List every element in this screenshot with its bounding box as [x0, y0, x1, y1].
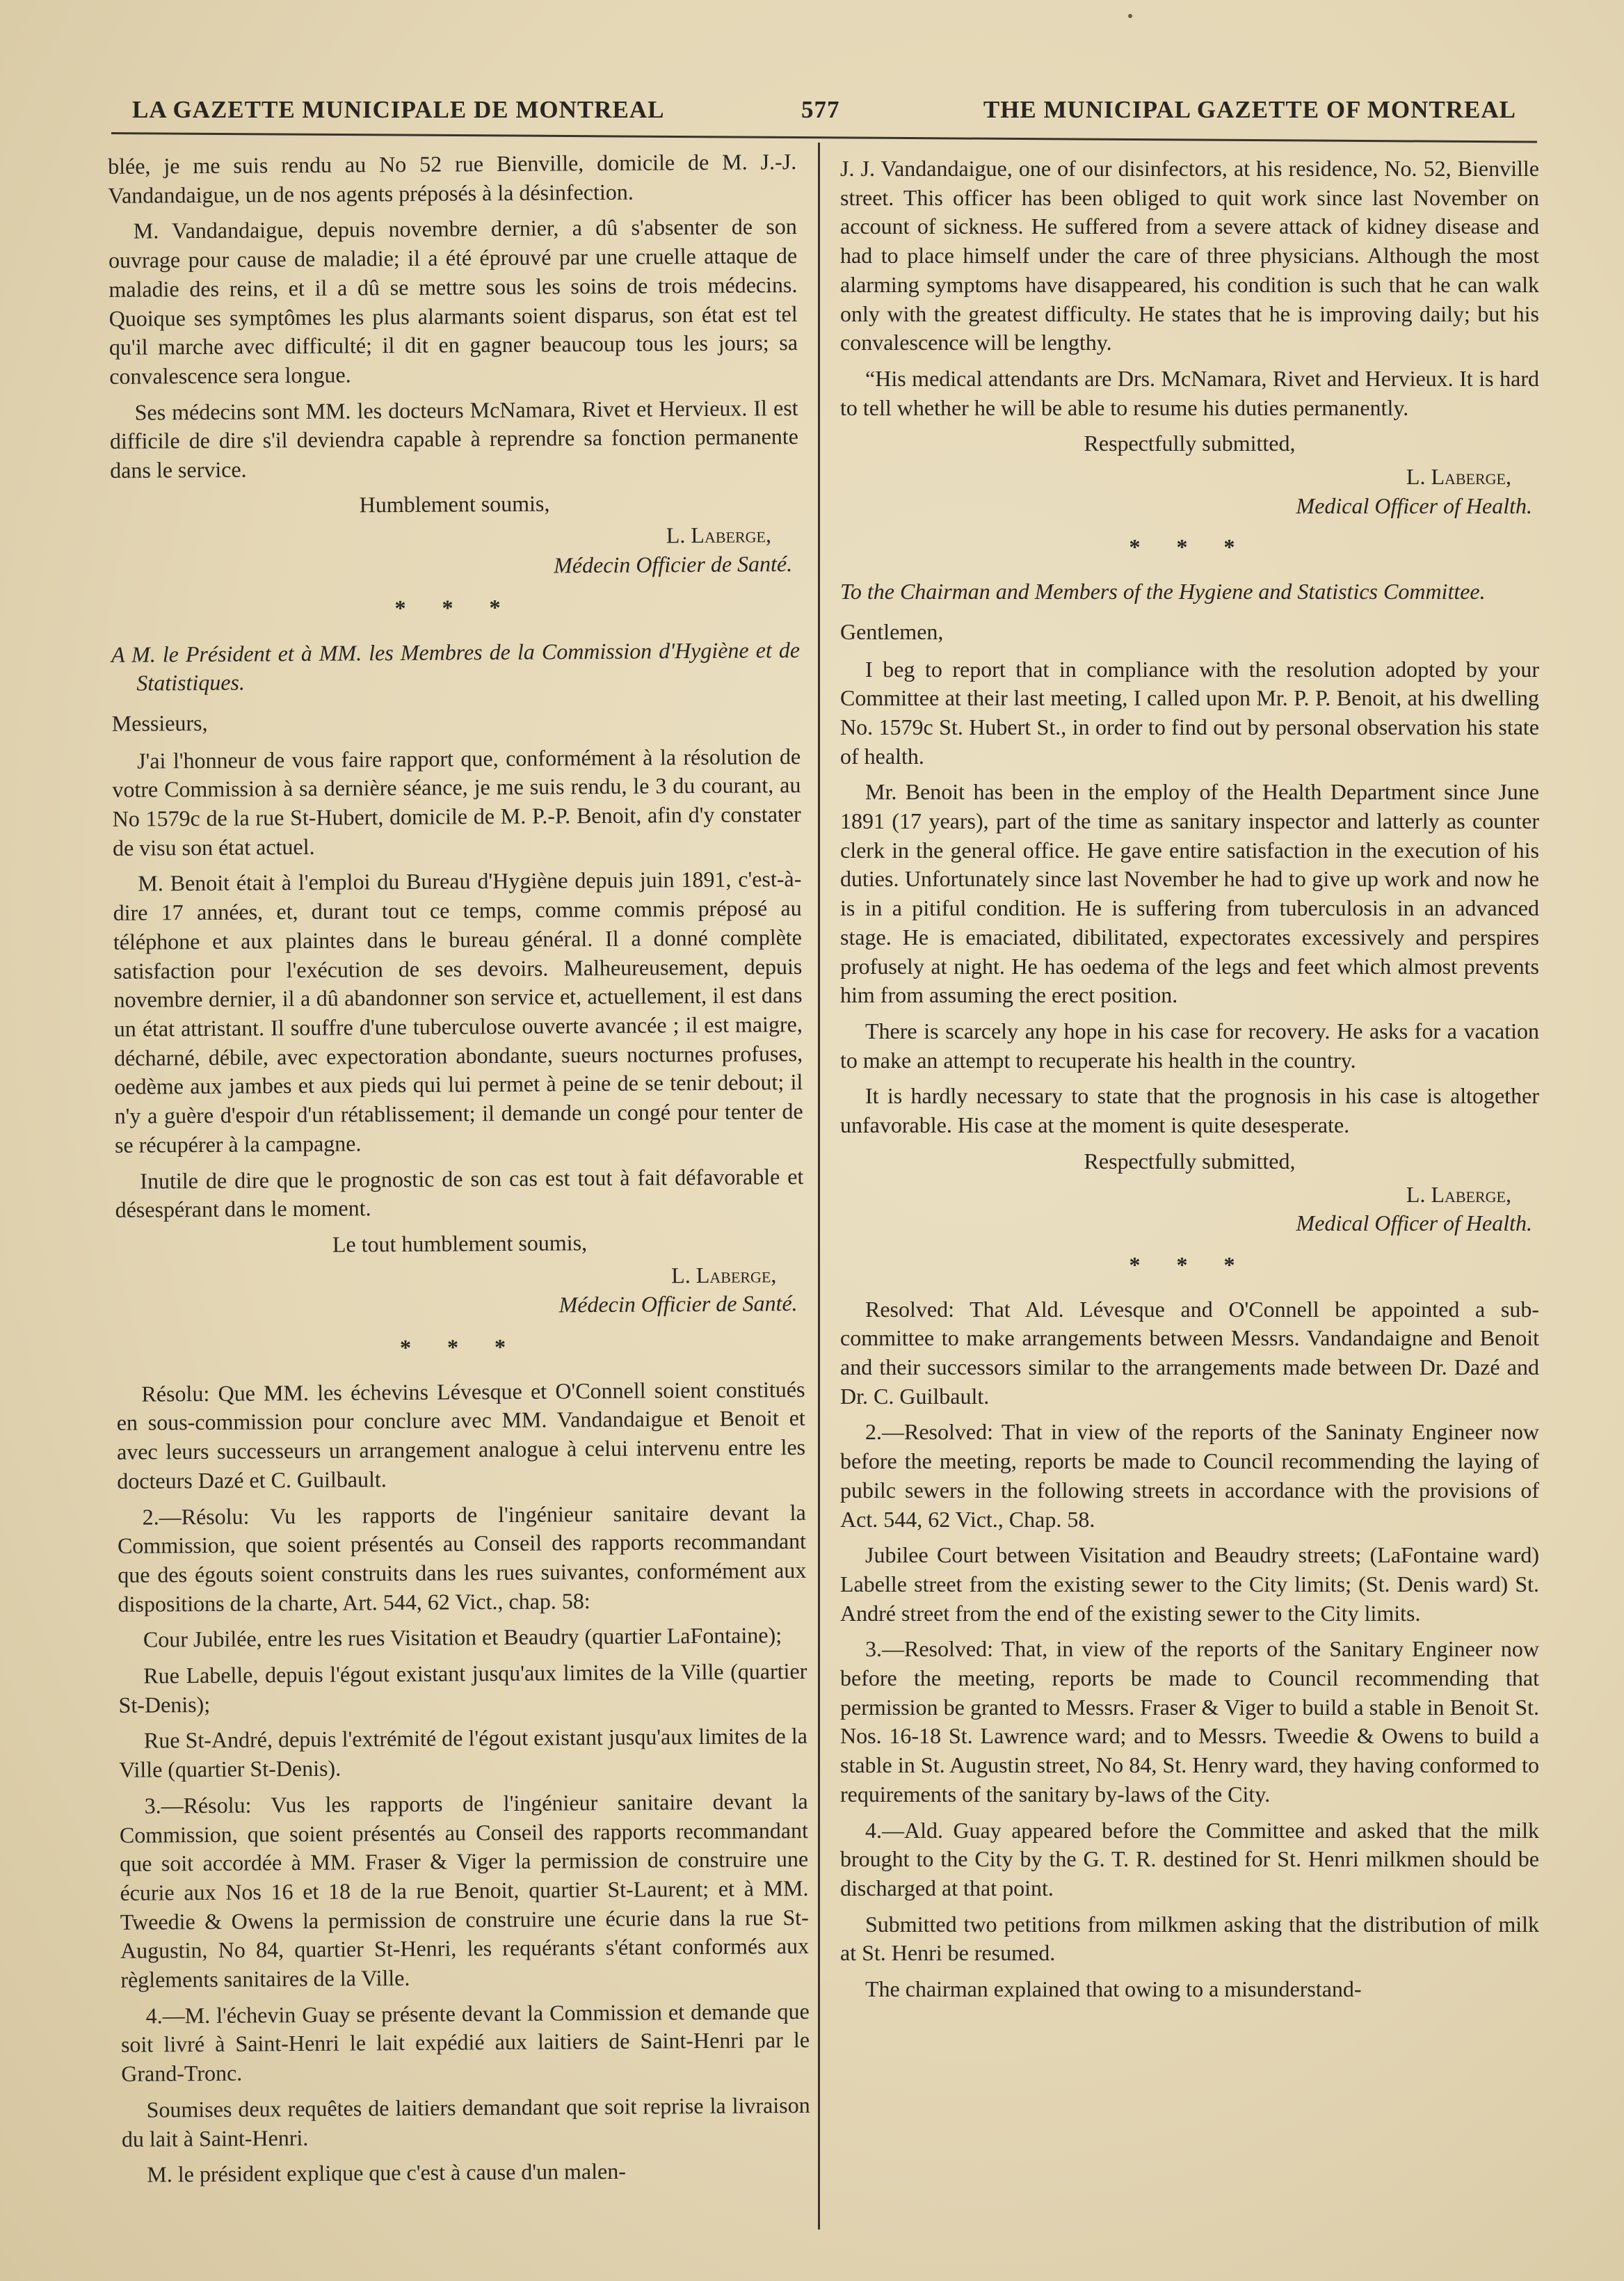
signature-title: Medical Officer of Health.: [1296, 1210, 1532, 1236]
paragraph: Jubilee Court between Visitation and Beaudry streets; (LaFontaine ward) Labelle street from the existing sewer to the City limits; (St. Denis ward) St. André street from the end of the existing sewer to the City limits.: [840, 1542, 1539, 1626]
paragraph: Resolved: That Ald. Lévesque and O'Connell be appointed a sub-committee to make arrangements between Messrs. Vandandaigne and Benoit and their successors similar to the arrangements made between Dr. Dazé and Dr. C. Guilbault.: [840, 1296, 1539, 1409]
paragraph: Submitted two petitions from milkmen asking that the distribution of milk at St. Henri be resumed.: [840, 1911, 1539, 1966]
closing: Respectfully submitted,: [1084, 1148, 1296, 1174]
paragraph: Ses médecins sont MM. les docteurs McNamara, Rivet et Hervieux. Il est difficile de dire s'il deviendra capable à reprendre sa fonction permanente dans le service.: [109, 394, 799, 483]
signature-title: Médecin Officier de Santé.: [554, 551, 793, 578]
salutation: Messieurs,: [111, 710, 208, 736]
closing: Le tout humblement soumis,: [332, 1230, 588, 1257]
paragraph: Rue St-André, depuis l'extrémité de l'égout existant jusqu'aux limites de la Ville (quartier St-Denis).: [119, 1723, 808, 1783]
signature: L. Laberge,: [1406, 464, 1511, 490]
paragraph: I beg to report that in compliance with the resolution adopted by your Committee at their last meeting, I called upon Mr. P. P. Benoit, at his dwelling No. 1579c St. Hubert St., in order to find out by personal observation his state of health.: [840, 656, 1539, 769]
closing: Respectfully submitted,: [1084, 431, 1296, 456]
ink-speck: [1128, 14, 1132, 18]
paragraph: J. J. Vandandaigue, one of our disinfectors, at his residence, No. 52, Bienville street. This officer has been obliged to quit work since last November on account of sickness. He suffered from a severe attack of kidney disease and had to place himself under the care of three physicians. Although the most alarming symptoms have disappeared, his condition is such that he can walk only with the greatest difficulty. He states that he is improving daily; but his convalescence will be lengthy.: [840, 156, 1539, 355]
paragraph: Mr. Benoit has been in the employ of the Health Department since June 1891 (17 years), part of the time as sanitary inspector and latterly as counter clerk in the general office. He gave entire satisfaction in the execution of his duties. Unfortunately since last November he had to give up work and now he is in a pitiful condition. He is suffering from tuberculosis in an advanced stage. He is emaciated, dibilitated, expectorates excessively and perspires profusely at night. He has oedema of the legs and feet which almost prevents him from assuming the erect position.: [840, 779, 1539, 1008]
paragraph: J'ai l'honneur de vous faire rapport que, conformément à la résolution de votre Commission à sa dernière séance, je me suis rendu, le 3 du courant, au No 1579c de la rue St-Hubert, domicile de M. P.-P. Benoit, afin d'y constater de visu son état actuel.: [112, 743, 801, 861]
page-number: 577: [801, 96, 840, 123]
signature-title: Médecin Officier de Santé.: [558, 1290, 798, 1318]
paragraph: Résolu: Que MM. les échevins Lévesque et O'Connell soient constitués en sous-commission pour conclure avec MM. Vandandaigue et Benoit et avec leurs successeurs un arrangement analogue à celui intervenu entre les docteurs Dazé et C. Guilbault.: [116, 1376, 806, 1494]
signature: L. Laberge,: [671, 1261, 777, 1288]
english-column: [840, 154, 1539, 2011]
paragraph: M. le président explique que c'est à cause d'un malen-: [147, 2159, 627, 2187]
paragraph: M. Vandandaigue, depuis novembre dernier, a dû s'absenter de son ouvrage pour cause de maladie; il a été éprouvé par une cruelle attaque de maladie des reins, et il a dû se mettre sous les soins de trois médecins. Quoique ses symptômes les plus alarmants soient disparus, son état est tel qu'il marche avec difficulté; il dit en gagner beaucoup tous les jours; sa convalescence sera longue.: [108, 214, 798, 389]
paragraph: 4.—Ald. Guay appeared before the Committee and asked that the milk brought to the City by the G. T. R. destined for St. Henri milkmen should be discharged at that point.: [840, 1817, 1539, 1900]
paragraph: Cour Jubilée, entre les rues Visitation et Beaudry (quartier LaFontaine);: [143, 1622, 782, 1652]
section-separator: * * *: [399, 1334, 522, 1361]
header-english-title: THE MUNICIPAL GAZETTE OF MONTREAL: [983, 96, 1516, 123]
paragraph: Inutile de dire que le prognostic de son cas est tout à fait défavorable et désespérant dans le moment.: [115, 1163, 804, 1223]
address-line: To the Chairman and Members of the Hygiene and Statistics Committee.: [840, 579, 1486, 605]
paragraph: 4.—M. l'échevin Guay se présente devant la Commission et demande que soit livré à Saint-Henri le lait expédié aux laitiers de Saint-Henri par le Grand-Tronc.: [120, 1998, 810, 2087]
paragraph: 2.—Résolu: Vu les rapports de l'ingénieur sanitaire devant la Commission, que soient présentés au Conseil des rapports recommandant que des égouts soient construits dans les rues suivantes, conformément aux dispositions de la charte, Art. 544, 62 Vict., chap. 58:: [117, 1499, 807, 1617]
address-line: A M. le Président et à MM. les Membres de la Commission d'Hygiène et de Statistiques.: [111, 637, 801, 696]
signature: L. Laberge,: [1406, 1181, 1511, 1207]
signature-title: Medical Officer of Health.: [1296, 493, 1532, 518]
section-separator: * * *: [394, 594, 516, 621]
section-separator: * * *: [1129, 534, 1251, 560]
paragraph: Rue Labelle, depuis l'égout existant jusqu'aux limites de la Ville (quartier St-Denis);: [118, 1658, 807, 1718]
paragraph: blée, je me suis rendu au No 52 rue Bienville, domicile de M. J.-J. Vandandaigue, un de nos agents préposés à la désinfection.: [108, 148, 797, 208]
paragraph: M. Benoit était à l'emploi du Bureau d'Hygiène depuis juin 1891, c'est-à-dire 17 années, et, durant tout ce temps, comme commis préposé au téléphone et aux plaintes dans le bureau général. Il a donné complète satisfaction pour l'exécution de ses devoirs. Malheureusement, depuis novembre dernier, il a dû abandonner son service et, actuellement, il est dans un état attristant. Il souffre d'une tuberculose ouverte avancée ; il est maigre, décharné, débile, avec expectoration abondante, sueurs nocturnes profuses, oedème aux jambes et aux pieds qui lui permet à peine de se tenir debout; il n'y a guère d'espoir d'un rétablissement; il demande un congé pour tenter de se récupérer à la campagne.: [113, 866, 803, 1158]
page-header: [132, 96, 1516, 131]
header-rule: [111, 132, 1537, 143]
column-divider: [818, 143, 820, 2230]
paragraph: There is scarcely any hope in his case for recovery. He asks for a vacation to make an attempt to recuperate his health in the country.: [840, 1018, 1539, 1073]
salutation: Gentlemen,: [840, 618, 944, 644]
french-column: [108, 147, 810, 2197]
section-separator: * * *: [1129, 1251, 1251, 1277]
header-french-title: LA GAZETTE MUNICIPALE DE MONTREAL: [132, 96, 665, 123]
paragraph: It is hardly necessary to state that the prognosis in his case is altogether unfavorable. His case at the moment is quite desesperate.: [840, 1083, 1539, 1138]
signature: L. Laberge,: [666, 522, 772, 548]
paragraph: 3.—Résolu: Vus les rapports de l'ingénieur sanitaire devant la Commission, que soient présentés au Conseil des rapports recommandant que soit accordée à MM. Fraser & Viger la permission de construire une écurie aux Nos 16 et 18 de la rue Benoit, quartier St-Laurent; et à MM. Tweedie & Owens la permission de construire une écurie dans la rue St-Augustin, No 84, quartier St-Henri, les requérants s'étant conformés aux règlements sanitaires de la Ville.: [119, 1788, 810, 1992]
closing: Humblement soumis,: [359, 490, 550, 518]
paragraph: 3.—Resolved: That, in view of the reports of the Sanitary Engineer now before the meeting, reports be made to Council recommending that permission be granted to Messrs. Fraser & Viger to build a stable in Benoit St. Nos. 16-18 St. Lawrence ward; and to Messrs. Tweedie & Owens to build a stable in St. Augustin street, No 84, St. Henry ward, they having conformed to requirements of the sanitary by-laws of the City.: [840, 1636, 1539, 1807]
paragraph: The chairman explained that owing to a misunderstand-: [865, 1976, 1362, 2002]
paragraph: Soumises deux requêtes de laitiers demandant que soit reprise la livraison du lait à Saint-Henri.: [121, 2092, 810, 2152]
paragraph: “His medical attendants are Drs. McNamara, Rivet and Hervieux. It is hard to tell whether he will be able to resume his duties permanently.: [840, 365, 1539, 420]
paragraph: 2.—Resolved: That in view of the reports of the Saninaty Engineer now before the meeting, reports be made to Council recommending the laying of pubilc sewers in the following streets in accordance with the provisions of Act. 544, 62 Vict., Chap. 58.: [840, 1419, 1539, 1532]
